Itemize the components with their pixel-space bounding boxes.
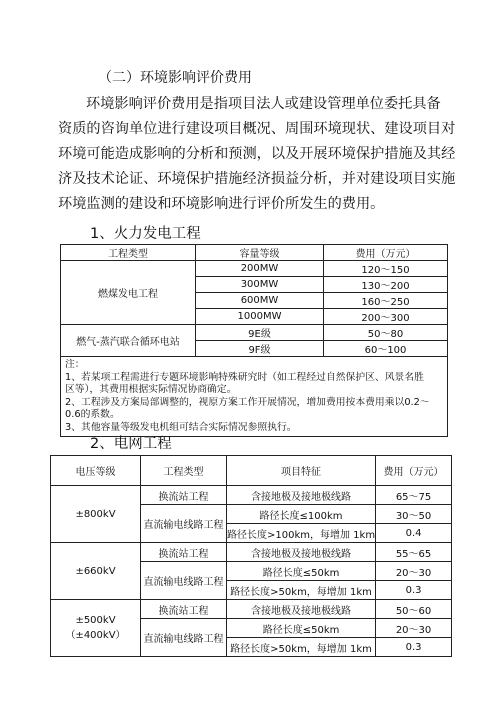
feature-cell: 含接地极及接地极线路 <box>227 486 376 505</box>
fee-cell: 0.3 <box>376 638 452 657</box>
capacity-cell: 200MW <box>196 261 324 277</box>
table-row <box>51 543 452 562</box>
notes-row <box>61 357 448 437</box>
fee-cell: 200～300 <box>324 309 448 325</box>
header-cell: 工程类型 <box>141 456 227 486</box>
intro-paragraph <box>58 92 456 217</box>
note-line: 注： <box>65 359 85 370</box>
fee-cell: 30～50 <box>376 505 452 524</box>
table-header-row <box>61 245 448 261</box>
feature-cell: 路径长度≤100km <box>227 505 376 524</box>
thermal-power-title: 1、火力发电工程 <box>90 226 201 242</box>
feature-cell: 路径长度>100km，每增加 1km <box>227 524 376 543</box>
feature-cell: 路径长度>50km，每增加 1km <box>227 581 376 600</box>
voltage-cell <box>51 600 141 657</box>
fee-cell: 130～200 <box>324 277 448 293</box>
fee-cell: 160～250 <box>324 293 448 309</box>
table-row <box>51 486 452 505</box>
feature-cell: 路径长度>50km，每增加 1km <box>227 638 376 657</box>
paragraph-line: 环境监测的建设和环境影响进行评价所发生的费用。 <box>58 196 385 212</box>
header-cell: 费用（万元） <box>324 245 448 261</box>
project-type-cell: 直流输电线路工程 <box>141 505 227 543</box>
section-heading: （二）环境影响评价费用 <box>98 70 252 86</box>
project-type-cell: 换流站工程 <box>141 600 227 619</box>
capacity-cell: 1000MW <box>196 309 324 325</box>
project-type-cell: 换流站工程 <box>141 543 227 562</box>
table-row <box>61 325 448 341</box>
capacity-cell: 9F级 <box>196 341 324 357</box>
capacity-cell: 9E级 <box>196 325 324 341</box>
fee-cell: 20～30 <box>376 562 452 581</box>
fee-cell: 0.4 <box>376 524 452 543</box>
header-cell: 费用（万元） <box>376 456 452 486</box>
header-cell: 工程类型 <box>61 245 196 261</box>
fee-cell: 60～100 <box>324 341 448 357</box>
voltage-label: ±660kV <box>75 565 116 577</box>
note-line: 0.6的系数。 <box>65 409 120 420</box>
voltage-label: ±800kV <box>75 508 116 520</box>
voltage-label: ±500kV <box>75 615 116 626</box>
thermal-power-table <box>60 244 448 437</box>
feature-cell: 路径长度≤50km <box>227 562 376 581</box>
feature-cell: 含接地极及接地极线路 <box>227 543 376 562</box>
project-type-cell: 燃气-蒸汽联合循环电站 <box>61 325 196 357</box>
note-line: 3、其他容量等级发电机组可结合实际情况参照执行。 <box>65 421 297 433</box>
paragraph-line: 环境影响评价费用是指项目法人或建设管理单位委托具备 <box>86 96 441 112</box>
fee-cell: 55～65 <box>376 543 452 562</box>
paragraph-line: 资质的咨询单位进行建设项目概况、周围环境现状、建设项目对 <box>58 121 456 137</box>
project-type-cell: 燃煤发电工程 <box>61 261 196 325</box>
header-cell: 电压等级 <box>51 456 141 486</box>
feature-cell: 路径长度≤50km <box>227 619 376 638</box>
feature-cell: 含接地极及接地极线路 <box>227 600 376 619</box>
fee-cell: 50～80 <box>324 325 448 341</box>
note-line: 区等），其费用根据实际情况协商确定。 <box>65 384 237 395</box>
table-header-row <box>51 456 452 486</box>
voltage-cell <box>51 486 141 543</box>
voltage-cell <box>51 543 141 600</box>
paragraph-line: 济及技术论证、环境保护措施经济损益分析，并对建设项目实施 <box>58 171 456 187</box>
power-grid-title: 2、电网工程 <box>90 436 172 452</box>
voltage-label: （±400kV） <box>65 630 126 641</box>
header-cell: 容量等级 <box>196 245 324 261</box>
note-line: 2、工程涉及方案局部调整的，视原方案工作开展情况，增加费用按本费用乘以0.2～ <box>65 396 430 408</box>
header-cell: 项目特征 <box>227 456 376 486</box>
fee-cell: 120～150 <box>324 261 448 277</box>
table-row <box>51 600 452 619</box>
capacity-cell: 600MW <box>196 293 324 309</box>
project-type-cell: 直流输电线路工程 <box>141 619 227 657</box>
table-row <box>61 261 448 277</box>
fee-cell: 50～60 <box>376 600 452 619</box>
power-grid-table <box>50 455 452 657</box>
project-type-cell: 直流输电线路工程 <box>141 562 227 600</box>
paragraph-line: 环境可能造成影响的分析和预测，以及开展环境保护措施及其经 <box>58 146 456 162</box>
fee-cell: 65～75 <box>376 486 452 505</box>
fee-cell: 0.3 <box>376 581 452 600</box>
notes-cell <box>61 357 448 437</box>
fee-cell: 20～30 <box>376 619 452 638</box>
note-line: 1、若某项工程需进行专题环境影响特殊研究时（如工程经过自然保护区、风景名胜 <box>65 371 424 383</box>
project-type-cell: 换流站工程 <box>141 486 227 505</box>
capacity-cell: 300MW <box>196 277 324 293</box>
